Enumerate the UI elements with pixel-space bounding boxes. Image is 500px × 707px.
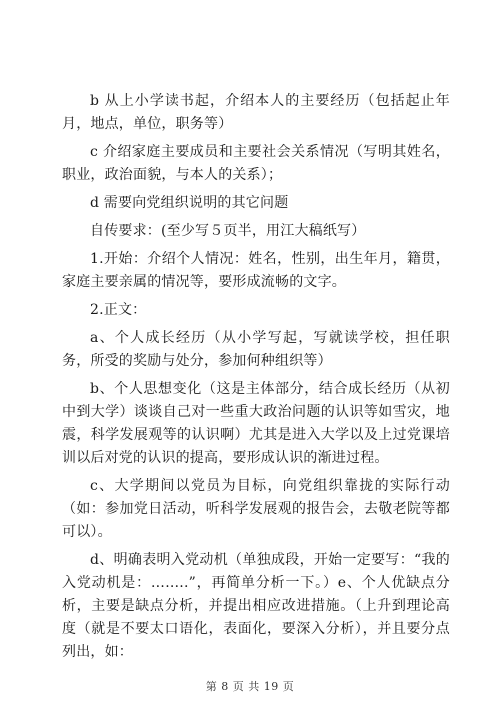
paragraph-d-motivation: d、明确表明入党动机（单独成段，开始一定要写：“我的入党动机是：……..”，再简单分析一下。）e、个人优缺点分析，主要是缺点分析，并提出相应改进措施。（上升到理论高度（就是不要太口语化，表面化，要深入分析），并且要分点列出，如： bbox=[62, 552, 450, 660]
paragraph-autobiography-requirements: 自传要求：(至少写５页半，用江大稿纸写） bbox=[90, 223, 366, 239]
paragraph-d-other-issues: d 需要向党组织说明的其它问题 bbox=[90, 195, 289, 211]
paragraph-b-experience: b 从上小学读书起，介绍本人的主要经历（包括起止年月，地点，单位，职务等） bbox=[62, 93, 450, 132]
page-number-footer: 第 8 页 共 19 页 bbox=[205, 680, 295, 693]
paragraph-b-thought-change: b、个人思想变化（这是主体部分，结合成长经历（从初中到大学）谈谈自己对一些重大政治问题的认识等如雪灾，地震，科学发展观等的认识啊）尤其是进入大学以及上过党课培训以后对党的认识的提高，要形成认识的渐进过程。 bbox=[62, 381, 450, 466]
paragraph-1-opening: 1.开始：介绍个人情况：姓名，性别，出生年月，籍贯，家庭主要亲属的情况等，要形成流畅的文字。 bbox=[62, 251, 450, 290]
paragraph-c-family: c 介绍家庭主要成员和主要社会关系情况（写明其姓名，职业，政治面貌，与本人的关系）； bbox=[62, 144, 450, 183]
document-body bbox=[62, 90, 450, 669]
paragraph-2-body: 2.正文： bbox=[90, 302, 147, 318]
paragraph-c-university-actions: c、大学期间以党员为目标，向党组织靠拢的实际行动（如：参加党日活动，听科学发展观的报告会，去敬老院等都可以）。 bbox=[62, 478, 450, 540]
paragraph-a-growth: a、个人成长经历（从小学写起，写就读学校，担任职务，所受的奖励与处分，参加何种组织等） bbox=[62, 330, 450, 369]
